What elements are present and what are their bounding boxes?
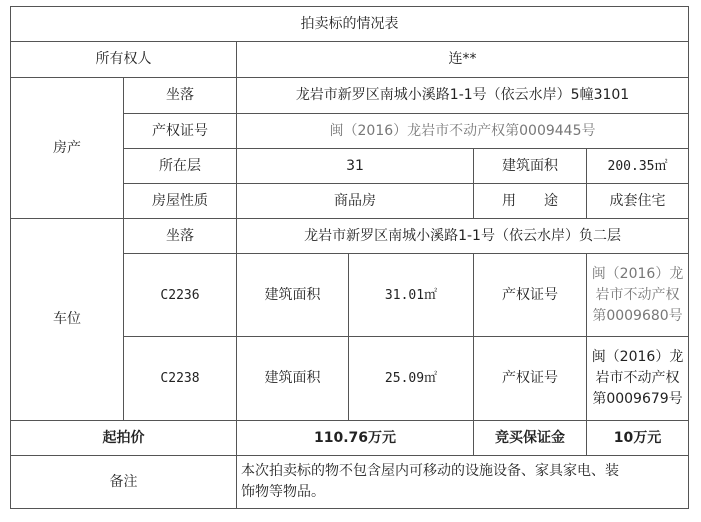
- starting-price-label: 起拍价: [11, 421, 237, 456]
- parking-location-row: [11, 219, 689, 254]
- table-title: 拍卖标的情况表: [11, 7, 689, 42]
- remarks-row: [11, 456, 689, 509]
- property-cert-label: 产权证号: [124, 114, 237, 149]
- price-row: [11, 421, 689, 456]
- property-location: 龙岩市新罗区南城小溪路1-1号（依云水岸）5幢3101: [237, 78, 689, 114]
- property-use-label: 用 途: [474, 184, 587, 219]
- remarks-line: 饰物等物品。: [241, 484, 325, 500]
- spot-cert-line: 岩市不动产权: [595, 370, 680, 386]
- owner-label: 所有权人: [11, 42, 237, 78]
- property-floor: 31: [237, 149, 474, 184]
- property-use: 成套住宅: [587, 184, 689, 219]
- starting-price: 110.76万元: [237, 421, 474, 456]
- spot-cert-label: 产权证号: [474, 337, 587, 421]
- property-location-label: 坐落: [124, 78, 237, 114]
- property-floor-label: 所在层: [124, 149, 237, 184]
- remarks-label: 备注: [11, 456, 237, 509]
- spot-cert: [587, 254, 689, 337]
- auction-table: [10, 6, 689, 509]
- parking-label: 车位: [11, 219, 124, 421]
- spot-area-label: 建筑面积: [237, 337, 349, 421]
- property-label: 房产: [11, 78, 124, 219]
- property-location-row: [11, 78, 689, 114]
- spot-cert-label: 产权证号: [474, 254, 587, 337]
- deposit-label: 竞买保证金: [474, 421, 587, 456]
- remarks-line: 本次拍卖标的物不包含屋内可移动的设施设备、家具家电、装: [241, 463, 619, 479]
- spot-area: 31.01㎡: [349, 254, 474, 337]
- parking-location-label: 坐落: [124, 219, 237, 254]
- property-nature: 商品房: [237, 184, 474, 219]
- owner-row: [11, 42, 689, 78]
- parking-location: 龙岩市新罗区南城小溪路1-1号（依云水岸）负二层: [237, 219, 689, 254]
- owner-value: 连**: [237, 42, 689, 78]
- property-area-label: 建筑面积: [474, 149, 587, 184]
- spot-area: 25.09㎡: [349, 337, 474, 421]
- spot-id: C2238: [124, 337, 237, 421]
- spot-cert-line: 第0009679号: [592, 391, 683, 407]
- spot-id: C2236: [124, 254, 237, 337]
- title-row: [11, 7, 689, 42]
- property-area: 200.35㎡: [587, 149, 689, 184]
- remarks-text: [237, 456, 689, 509]
- spot-cert-line: 闽（2016）龙: [591, 265, 684, 282]
- property-cert: 闽（2016）龙岩市不动产权第0009445号: [237, 114, 689, 149]
- property-nature-label: 房屋性质: [124, 184, 237, 219]
- spot-cert-line: 闽（2016）龙: [591, 349, 684, 365]
- spot-cert-line: 岩市不动产权: [595, 286, 680, 303]
- spot-cert: [587, 337, 689, 421]
- spot-area-label: 建筑面积: [237, 254, 349, 337]
- spot-cert-line: 第0009680号: [592, 307, 683, 324]
- deposit-value: 10万元: [587, 421, 689, 456]
